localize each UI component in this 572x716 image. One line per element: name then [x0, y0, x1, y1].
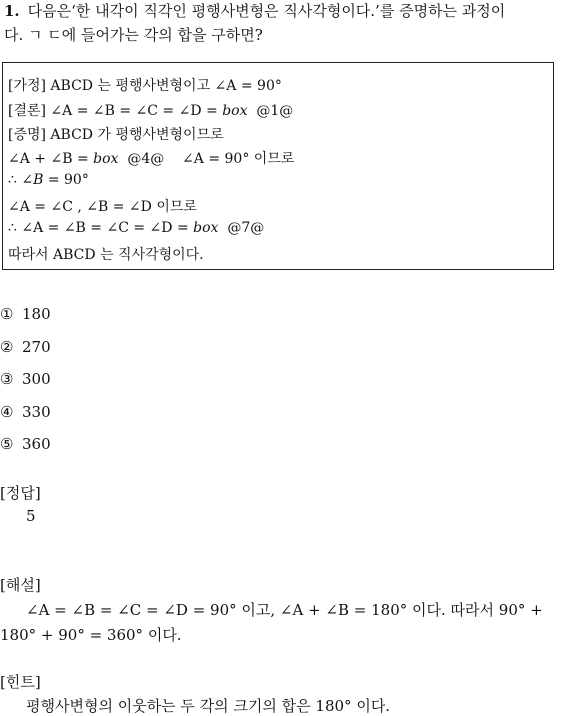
choice-5-value: 360	[22, 435, 51, 453]
question-number: 1.	[4, 2, 20, 20]
hint-label: [힌트]	[0, 673, 41, 691]
choice-1-value: 180	[22, 305, 51, 323]
answer-label: [정답]	[0, 484, 41, 502]
explanation-line-2: 180° + 90° = 360° 이다.	[0, 626, 182, 644]
choice-5-mark: ⑤	[0, 435, 14, 453]
choice-4-mark: ④	[0, 403, 14, 421]
question-line-2: 다. ㄱ ㄷ에 들어가는 각의 합을 구하면?	[4, 26, 263, 44]
answer-value: 5	[26, 507, 36, 525]
hint-line-1: 평행사변형의 이웃하는 두 각의 크기의 합은 180° 이다.	[26, 697, 391, 715]
proof-step-b: ∴ ∠B = 90°	[8, 172, 89, 188]
proof-start: [증명] ABCD 가 평행사변형이므로	[8, 127, 224, 143]
proof-step-sum: ∠A + ∠B = box @4@ ∠A = 90° 이므로	[8, 151, 295, 167]
proof-step-all: ∴ ∠A = ∠B = ∠C = ∠D = box @7@	[8, 220, 265, 236]
proof-conclusion-final: 따라서 ABCD 는 직사각형이다.	[8, 247, 204, 263]
question-line-1	[4, 0, 505, 21]
proof-assumption: [가정] ABCD 는 평행사변형이고 ∠A = 90°	[8, 78, 282, 94]
choice-2[interactable]	[0, 338, 51, 356]
choice-2-mark: ②	[0, 338, 14, 356]
proof-conclusion: [결론] ∠A = ∠B = ∠C = ∠D = box @1@	[8, 103, 294, 119]
choice-2-value: 270	[22, 338, 51, 356]
choice-1[interactable]	[0, 305, 51, 323]
choice-3[interactable]	[0, 370, 51, 388]
question-text-1: 다음은‘한 내각이 직각인 평행사변형은 직사각형이다.’를 증명하는 과정이	[27, 2, 506, 20]
choice-3-value: 300	[22, 370, 51, 388]
proof-box	[2, 62, 554, 270]
choice-4[interactable]	[0, 403, 51, 421]
choice-3-mark: ③	[0, 370, 14, 388]
choice-4-value: 330	[22, 403, 51, 421]
choice-1-mark: ①	[0, 305, 14, 323]
explanation-line-1: ∠A = ∠B = ∠C = ∠D = 90° 이고, ∠A + ∠B = 180° 이다. 따라서 90° +	[26, 601, 543, 619]
choice-5[interactable]	[0, 435, 51, 453]
explanation-label: [해설]	[0, 576, 41, 594]
proof-step-opposite: ∠A = ∠C , ∠B = ∠D 이므로	[8, 199, 197, 215]
